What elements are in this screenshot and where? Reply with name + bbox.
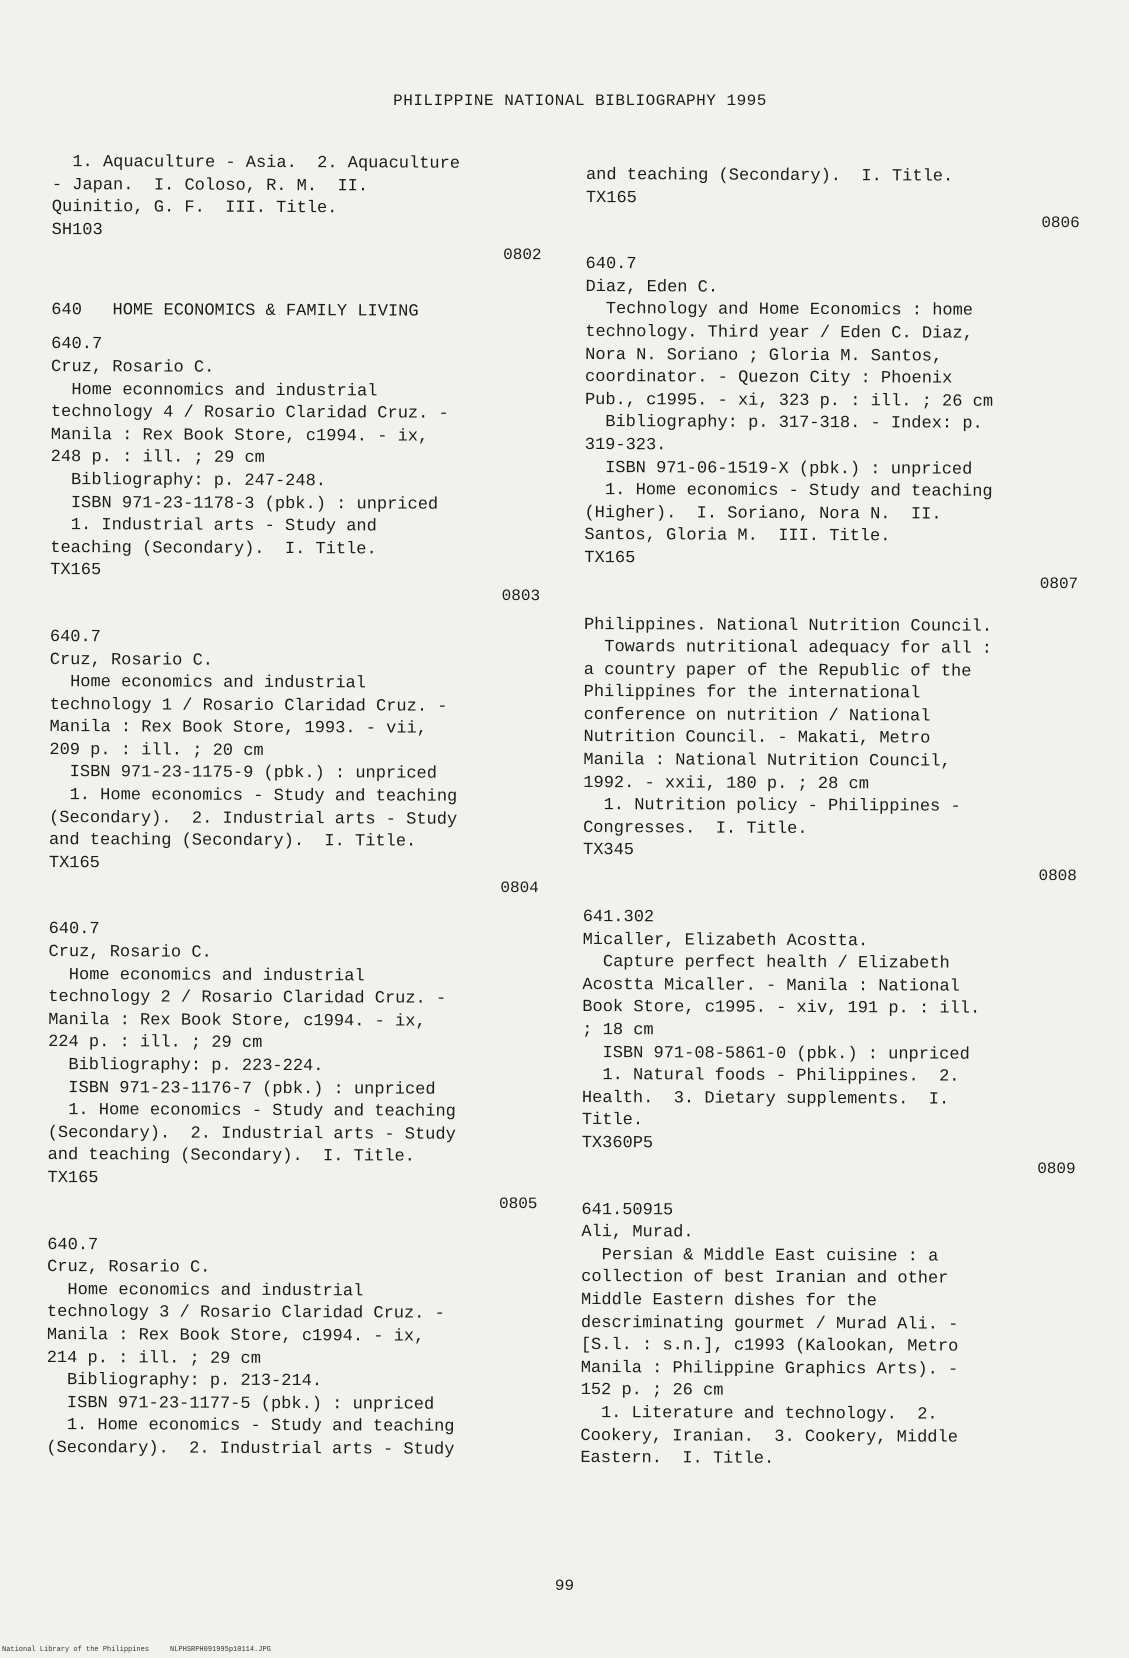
- entry-spacer: [49, 897, 539, 921]
- bibliography-entry: [582, 907, 1077, 1158]
- entry-line: ISBN 971-23-1178-3 (pbk.) : unpriced: [50, 493, 439, 515]
- entry-line: Bibliography: p. 213-214.: [46, 1371, 323, 1392]
- entry-line: TX165: [50, 561, 102, 581]
- entry-line: Acostta Micaller. - Manila : National: [582, 975, 960, 997]
- entry-line: a country paper of the Republic of the: [583, 660, 972, 682]
- entry-line: TX165: [585, 188, 637, 208]
- entry-line: Micaller, Elizabeth Acostta.: [582, 930, 869, 951]
- entry-line: and teaching (Secondary). I. Title.: [48, 831, 417, 852]
- entry-line: 1. Aquaculture - Asia. 2. Aquaculture: [51, 152, 461, 174]
- entry-line: (Secondary). 2. Industrial arts - Study: [47, 1123, 456, 1145]
- entry-line: 640.7: [49, 627, 101, 648]
- entry-line: Santos, Gloria M. III. Title.: [584, 526, 891, 547]
- entry-line: Cruz, Rosario C.: [51, 357, 215, 378]
- entry-spacer: [581, 1178, 1075, 1202]
- entry-line: Bibliography: p. 247-248.: [50, 470, 327, 492]
- entry-line: technology. Third year / Eden C. Diaz,: [585, 322, 973, 344]
- left-column: [46, 152, 542, 1463]
- entry-line: Cookery, Iranian. 3. Cookery, Middle: [580, 1426, 958, 1448]
- entry-line: (Secondary). 2. Industrial arts - Study: [49, 808, 458, 830]
- bibliography-entry: [586, 165, 1080, 212]
- entry-line: 1. Home economics - Study and teaching: [46, 1416, 455, 1438]
- entry-line: ISBN 971-23-1175-9 (pbk.) : unpriced: [49, 763, 438, 785]
- entry-line: 209 p. : ill. ; 20 cm: [49, 740, 264, 761]
- entry-line: Manila : Rex Book Store, c1994. - ix,: [50, 425, 429, 447]
- entry-line: ISBN 971-23-1176-7 (pbk.) : unpriced: [47, 1078, 436, 1100]
- entry-line: TX165: [48, 853, 100, 874]
- entry-line: 1. Nutrition policy - Philippines -: [583, 796, 961, 817]
- entry-line: Manila : Rex Book Store, c1994. - ix,: [48, 1010, 426, 1032]
- entry-line: and teaching (Secondary). I. Title.: [585, 165, 954, 187]
- entry-line: Title.: [581, 1111, 644, 1131]
- entry-number: 0806: [1041, 214, 1080, 233]
- entry-spacer: [586, 232, 1080, 256]
- entry-line: 1. Industrial arts - Study and: [50, 516, 377, 537]
- entry-line: technology 4 / Rosario Claridad Cruz. -: [50, 403, 449, 424]
- entry-line: - Japan. I. Coloso, R. M. II.: [51, 175, 369, 196]
- entry-line: and teaching (Secondary). I. Title.: [47, 1146, 415, 1167]
- entry-spacer: [47, 1213, 537, 1237]
- entry-number: 0805: [498, 1194, 538, 1213]
- entry-line: Pub., c1995. - xi, 323 p. : ill. ; 26 cm: [584, 390, 994, 412]
- entry-line: 214 p. : ill. ; 29 cm: [46, 1348, 262, 1369]
- section-heading: 640 HOME ECONOMICS & FAMILY LIVING: [51, 301, 419, 322]
- entry-line: Philippines. National Nutrition Council.: [583, 615, 993, 637]
- bibliography-entry: [47, 919, 538, 1192]
- entry-line: Eastern. I. Title.: [580, 1449, 775, 1469]
- entry-line: Bibliography: p. 317-318. - Index: p.: [584, 413, 983, 435]
- entry-line: TX165: [47, 1168, 99, 1189]
- entry-line: 1. Home economics - Study and teaching: [47, 1101, 456, 1122]
- entry-line: Manila : National Nutrition Council,: [583, 751, 951, 772]
- entry-line: Cruz, Rosario C.: [49, 650, 214, 671]
- entry-number: 0804: [500, 879, 539, 898]
- entry-line: Cruz, Rosario C.: [47, 1258, 211, 1278]
- entry-line: 224 p. : ill. ; 29 cm: [48, 1033, 263, 1054]
- entry-line: Towards nutritional adequacy for all :: [583, 638, 993, 659]
- entry-line: technology 1 / Rosario Claridad Cruz. -: [49, 695, 448, 717]
- entry-line: 248 p. : ill. ; 29 cm: [50, 448, 265, 469]
- entry-line: 1. Home economics - Study and teaching: [49, 786, 458, 807]
- entry-line: Home economics and industrial: [46, 1280, 364, 1302]
- entry-line: 152 p. ; 26 cm: [580, 1381, 724, 1401]
- bibliography-entry: [49, 627, 540, 878]
- entry-line: Nora N. Soriano ; Gloria M. Santos,: [585, 345, 943, 367]
- entry-line: 1. Natural foods - Philippines. 2.: [581, 1066, 960, 1087]
- bibliography-entry: [46, 1235, 537, 1463]
- entry-line: 641.50915: [581, 1200, 674, 1220]
- entry-line: ISBN 971-08-5861-0 (pbk.) : unpriced: [582, 1043, 970, 1065]
- entry-line: Cruz, Rosario C.: [48, 943, 212, 963]
- entry-line: Nutrition Council. - Makati, Metro: [583, 728, 931, 749]
- entry-line: SH103: [51, 220, 103, 241]
- entry-line: [S.l. : s.n.], c1993 (Kalookan, Metro: [580, 1336, 959, 1357]
- entry-number: 0809: [1037, 1159, 1076, 1178]
- entry-line: conference on nutrition / National: [583, 705, 931, 727]
- entry-spacer: [584, 592, 1078, 616]
- bibliography-entry: [584, 254, 1079, 572]
- entry-line: Technology and Home Economics : home: [585, 300, 974, 322]
- entry-line: collection of best Iranian and other: [581, 1268, 949, 1289]
- entry-line: Middle Eastern dishes for the: [581, 1290, 877, 1312]
- entry-line: 1992. - xxii, 180 p. ; 28 cm: [583, 773, 869, 794]
- entry-spacer: [51, 264, 541, 288]
- entry-line: Health. 3. Dietary supplements. I.: [581, 1088, 950, 1110]
- entry-line: Book Store, c1995. - xiv, 191 p. : ill.: [582, 998, 981, 1020]
- entry-line: ISBN 971-23-1177-5 (pbk.) : unpriced: [46, 1393, 435, 1415]
- bibliography-entry: [50, 334, 541, 585]
- bibliography-entry: [580, 1200, 1075, 1473]
- entry-line: (Secondary). 2. Industrial arts - Study: [46, 1438, 455, 1460]
- entry-line: Philippines for the international: [583, 683, 921, 704]
- entry-line: technology 3 / Rosario Claridad Cruz. -: [46, 1303, 445, 1325]
- entry-line: 640.7: [47, 1235, 99, 1255]
- entry-number: 0802: [503, 246, 542, 265]
- scan-footer: National Library of the Philippines NLPHSRPH091995p10114.JPG: [2, 1646, 271, 1654]
- entry-line: ; 18 cm: [582, 1020, 654, 1041]
- entry-line: Manila : Rex Book Store, 1993. - vii,: [49, 718, 427, 739]
- entry-line: Home economics and industrial: [49, 673, 366, 694]
- entry-number: 0803: [501, 586, 541, 606]
- entry-spacer: [50, 605, 540, 629]
- entry-number: 0808: [1038, 867, 1077, 886]
- entry-line: ISBN 971-06-1519-X (pbk.) : unpriced: [584, 458, 973, 480]
- entry-line: Home economics and industrial: [48, 965, 365, 986]
- entry-line: Capture perfect health / Elizabeth: [582, 953, 950, 974]
- entry-spacer: [583, 885, 1077, 909]
- entry-line: 640.7: [51, 335, 103, 355]
- entry-line: TX165: [584, 548, 636, 569]
- entry-line: 640.7: [585, 255, 637, 275]
- entry-line: descriminating gourmet / Murad Ali. -: [580, 1313, 959, 1335]
- entry-line: 1. Home economics - Study and teaching: [584, 481, 993, 502]
- entry-line: 640.7: [48, 920, 100, 940]
- entry-line: Persian & Middle East cuisine : a: [581, 1245, 939, 1267]
- entry-line: Ali, Murad.: [581, 1223, 694, 1243]
- entry-line: Bibliography: p. 223-224.: [47, 1055, 324, 1077]
- entry-line: 319-323.: [584, 435, 667, 456]
- entry-line: coordinator. - Quezon City : Phoenix: [585, 368, 953, 389]
- entry-line: TX345: [582, 841, 635, 861]
- entry-line: 1. Literature and technology. 2.: [580, 1403, 938, 1425]
- entry-line: Manila : Rex Book Store, c1994. - ix,: [46, 1325, 425, 1347]
- right-column: [580, 165, 1080, 1473]
- entry-line: teaching (Secondary). I. Title.: [50, 538, 377, 560]
- entry-line: (Higher). I. Soriano, Nora N. II.: [584, 503, 942, 525]
- page-number: 99: [554, 1577, 575, 1595]
- page-title: PHILIPPINE NATIONAL BIBLIOGRAPHY 1995: [393, 92, 767, 110]
- entry-line: TX360P5: [581, 1133, 654, 1154]
- entry-number: 0807: [1039, 574, 1079, 593]
- entry-line: Quinitio, G. F. III. Title.: [51, 198, 338, 219]
- bibliography-entry: [52, 152, 542, 245]
- entry-line: Home econnomics and industrial: [50, 380, 378, 401]
- entry-line: technology 2 / Rosario Claridad Cruz. -: [48, 988, 447, 1009]
- entry-line: Diaz, Eden C.: [585, 277, 719, 298]
- entry-line: Manila : Philippine Graphics Arts). -: [580, 1358, 959, 1380]
- entry-line: Congresses. I. Title.: [583, 818, 808, 839]
- entry-line: 641.302: [582, 908, 655, 928]
- bibliography-entry: [583, 614, 1078, 865]
